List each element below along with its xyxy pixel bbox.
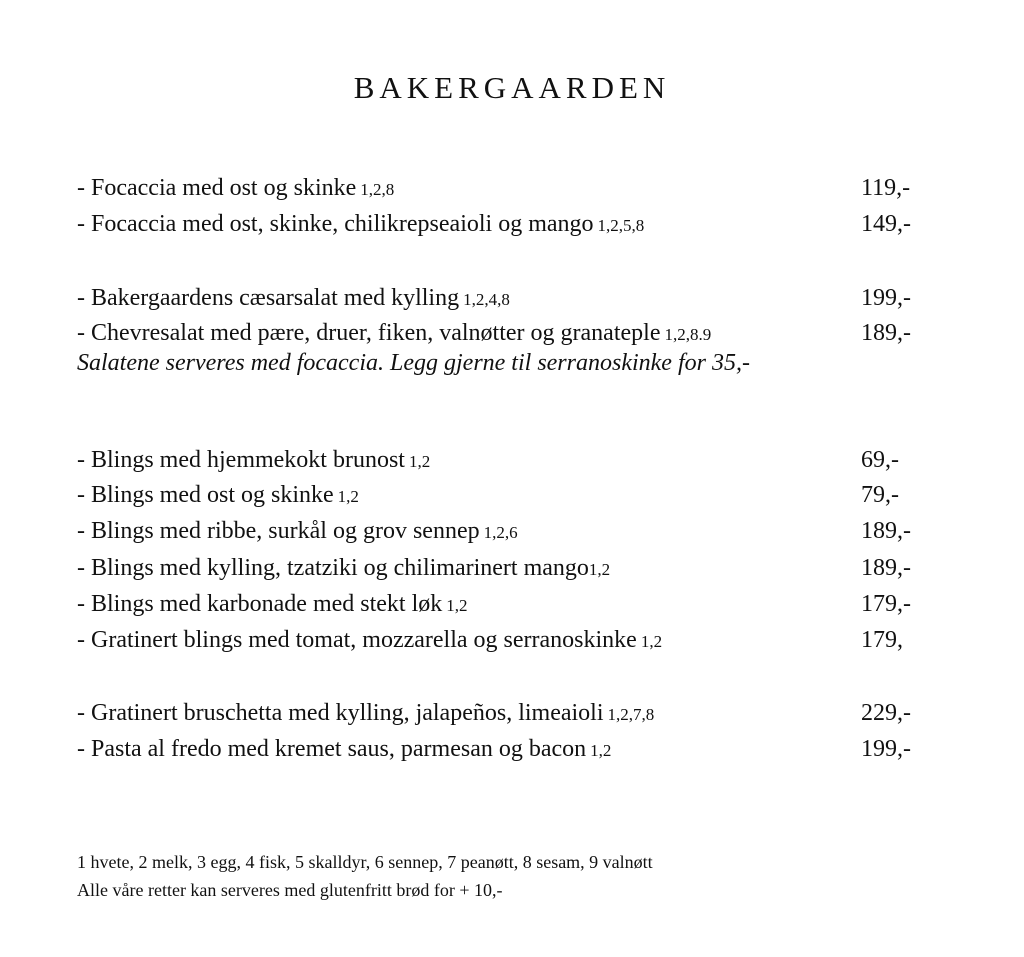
item-name: - Focaccia med ost, skinke, chilikrepseaioli og mango 1,2,5,8 xyxy=(77,211,645,237)
item-price: 179, xyxy=(861,627,903,653)
menu-item xyxy=(77,734,917,764)
menu-item xyxy=(77,318,917,348)
menu-item xyxy=(77,173,917,203)
item-price: 179,- xyxy=(861,591,911,617)
allergen-codes: 1,2,5,8 xyxy=(597,216,645,235)
item-name: - Blings med karbonade med stekt løk 1,2 xyxy=(77,591,468,617)
allergen-codes: 1,2,8.9 xyxy=(664,325,712,344)
menu-item xyxy=(77,698,917,728)
item-name: - Chevresalat med pære, druer, fiken, valnøtter og granateple 1,2,8.9 xyxy=(77,320,712,346)
allergen-codes: 1,2,7,8 xyxy=(607,705,655,724)
item-name: - Gratinert bruschetta med kylling, jalapeños, limeaioli 1,2,7,8 xyxy=(77,700,655,726)
menu-item xyxy=(77,283,917,313)
item-price: 189,- xyxy=(861,320,911,346)
menu-item xyxy=(77,625,917,655)
item-name: - Blings med ribbe, surkål og grov sennep 1,2,6 xyxy=(77,518,518,544)
menu-item xyxy=(77,445,917,475)
salad-note: Salatene serveres med focaccia. Legg gjerne til serranoskinke for 35,- xyxy=(77,350,750,376)
item-name: - Blings med ost og skinke 1,2 xyxy=(77,482,359,508)
item-price: 199,- xyxy=(861,736,911,762)
allergen-codes: 1,2 xyxy=(588,560,611,579)
item-price: 79,- xyxy=(861,482,899,508)
gluten-free-note: Alle våre retter kan serveres med glutenfritt brød for + 10,- xyxy=(77,880,503,900)
item-name: - Bakergaardens cæsarsalat med kylling 1,2,4,8 xyxy=(77,285,510,311)
item-name: - Blings med hjemmekokt brunost 1,2 xyxy=(77,447,431,473)
allergen-codes: 1,2,8 xyxy=(360,180,395,199)
allergen-codes: 1,2 xyxy=(590,741,612,760)
item-price: 189,- xyxy=(861,555,911,581)
item-price: 229,- xyxy=(861,700,911,726)
menu-item xyxy=(77,480,917,510)
menu-title: BAKERGAARDEN xyxy=(353,70,671,105)
item-price: 199,- xyxy=(861,285,911,311)
item-price: 149,- xyxy=(861,211,911,237)
menu-item xyxy=(77,589,917,619)
menu-item xyxy=(77,209,917,239)
item-name: - Gratinert blings med tomat, mozzarella og serranoskinke 1,2 xyxy=(77,627,663,653)
allergen-codes: 1,2 xyxy=(640,632,663,651)
allergen-codes: 1,2 xyxy=(337,487,359,506)
allergen-codes: 1,2 xyxy=(408,452,431,471)
item-price: 119,- xyxy=(861,175,911,201)
menu-item xyxy=(77,516,917,546)
item-price: 69,- xyxy=(861,447,899,473)
item-price: 189,- xyxy=(861,518,911,544)
allergen-codes: 1,2,4,8 xyxy=(463,290,510,309)
allergen-codes: 1,2,6 xyxy=(483,523,518,542)
menu-item xyxy=(77,553,917,583)
allergen-legend: 1 hvete, 2 melk, 3 egg, 4 fisk, 5 skalldyr, 6 sennep, 7 peanøtt, 8 sesam, 9 valnøtt xyxy=(77,852,653,872)
item-name: - Blings med kylling, tzatziki og chilimarinert mango1,2 xyxy=(77,555,611,581)
item-name: - Pasta al fredo med kremet saus, parmesan og bacon 1,2 xyxy=(77,736,612,762)
item-name: - Focaccia med ost og skinke 1,2,8 xyxy=(77,175,395,201)
allergen-codes: 1,2 xyxy=(446,596,468,615)
